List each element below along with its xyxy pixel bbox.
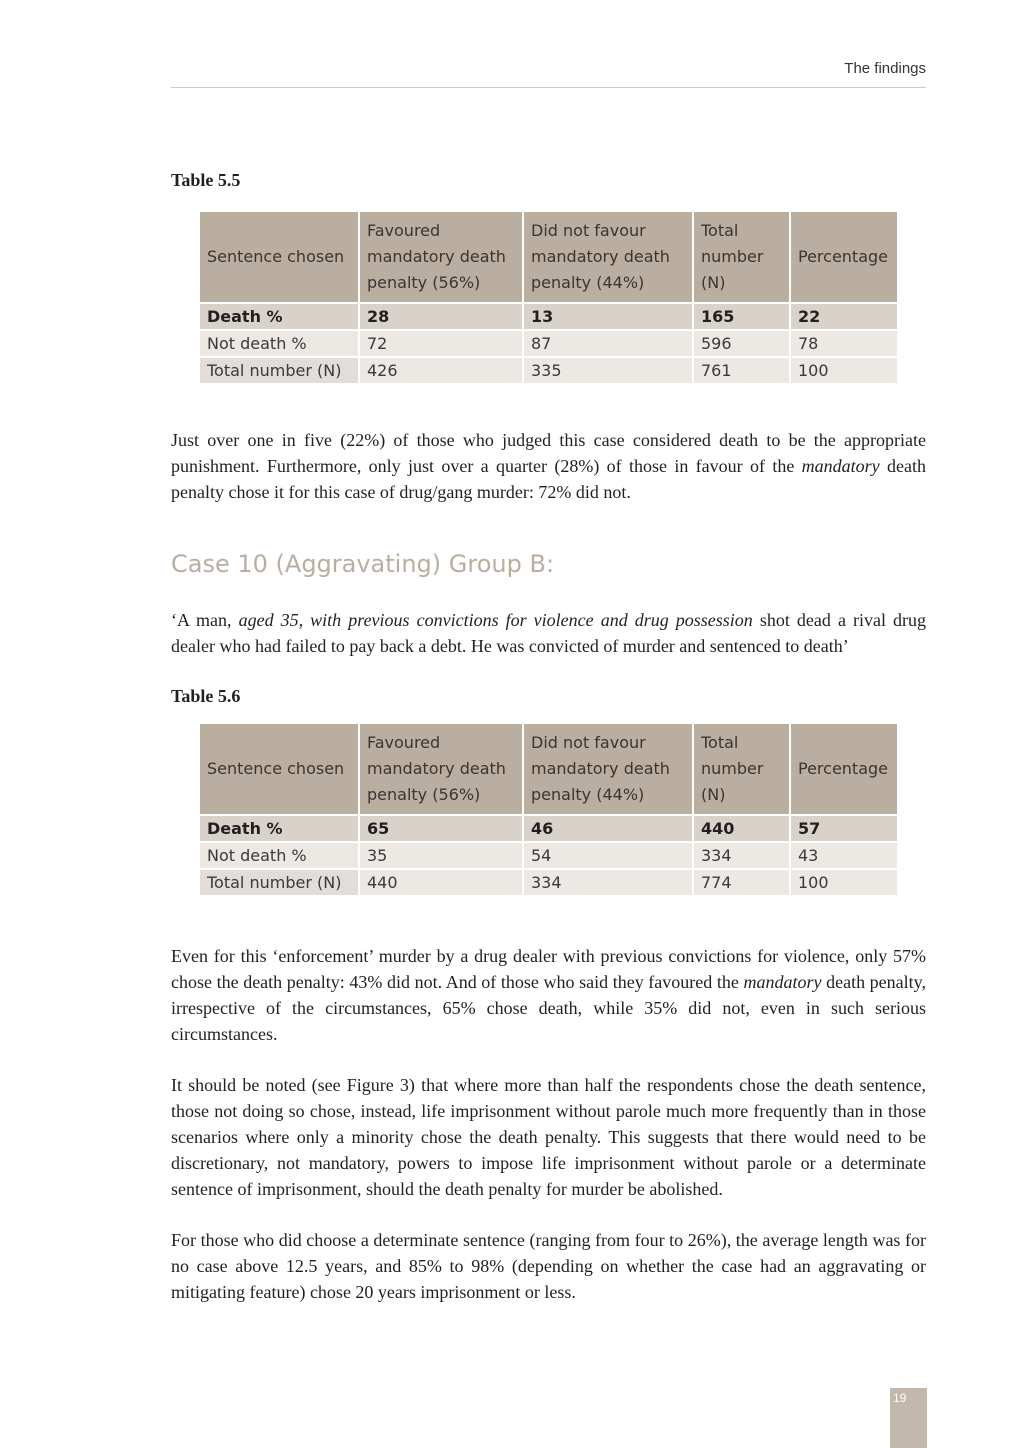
table-5-6-label: Table 5.6 [171, 686, 241, 706]
case-heading: Case 10 (Aggravating) Group B: [171, 550, 555, 578]
column-header: Favoured mandatory death penalty (56%) [359, 212, 523, 303]
table-cell: 165 [693, 303, 790, 330]
column-header: Favoured mandatory death penalty (56%) [359, 724, 523, 815]
column-header: Sentence chosen [200, 724, 359, 815]
table-row [200, 869, 897, 895]
table-cell: 334 [523, 869, 693, 895]
table-row [200, 357, 897, 383]
column-header: Percentage [790, 724, 897, 815]
table-cell: 87 [523, 330, 693, 357]
table-cell: 13 [523, 303, 693, 330]
table-cell: 54 [523, 842, 693, 869]
table-cell: 335 [523, 357, 693, 383]
quote-text: ‘A man, [171, 610, 239, 630]
paragraph-findings-5-6 [171, 943, 926, 1047]
table-cell: 22 [790, 303, 897, 330]
table-cell: 72 [359, 330, 523, 357]
table-row [200, 330, 897, 357]
column-header: Percentage [790, 212, 897, 303]
table-row [200, 815, 897, 842]
table-header-row [200, 724, 897, 815]
paragraph-text: Just over one in five (22%) of those who judged this case considered death to be the appropriate punishment. Furthermore, only just over a quarter (28%) of those in favour of the [171, 430, 926, 476]
page-number: 19 [893, 1391, 907, 1405]
table-5-5 [200, 212, 897, 383]
table-cell: Not death % [200, 842, 359, 869]
table-cell: 596 [693, 330, 790, 357]
table-5-5-label: Table 5.5 [171, 170, 241, 190]
paragraph-findings-5-5 [171, 427, 926, 505]
case-scenario-quote [171, 607, 926, 659]
paragraph-text: Even for this ‘enforcement’ murder by a drug dealer with previous convictions for violence, only 57% chose the death penalty: 43% did not. And of those who said they favoured the [171, 946, 926, 992]
table-cell: 65 [359, 815, 523, 842]
emphasis-text: mandatory [801, 456, 880, 476]
table-5-6 [200, 724, 897, 895]
running-head: The findings [844, 60, 926, 77]
column-header: Did not favour mandatory death penalty (44%) [523, 724, 693, 815]
table-cell: 46 [523, 815, 693, 842]
table-cell: 100 [790, 357, 897, 383]
table-cell: 28 [359, 303, 523, 330]
column-header: Did not favour mandatory death penalty (44%) [523, 212, 693, 303]
table-cell: Total number (N) [200, 869, 359, 895]
table-cell: 57 [790, 815, 897, 842]
paragraph-determinate-sentence: For those who did choose a determinate sentence (ranging from four to 26%), the average length was for no case above 12.5 years, and 85% to 98% (depending on whether the case had an aggravating or mitigating feature) chose 20 years imprisonment or less. [171, 1230, 926, 1302]
table-cell: 43 [790, 842, 897, 869]
table-cell: 35 [359, 842, 523, 869]
table-cell: 100 [790, 869, 897, 895]
table-header-row [200, 212, 897, 303]
emphasis-text: aged 35, with previous convictions for violence and drug possession [238, 610, 753, 630]
table-cell: Total number (N) [200, 357, 359, 383]
quote-text: shot dead a rival drug dealer who had failed to pay back a debt. He was convicted of murder and sentenced to death’ [171, 610, 927, 656]
paragraph-text: death penalty chose it for this case of drug/gang murder: 72% did not. [171, 456, 926, 502]
table-cell: Death % [200, 303, 359, 330]
column-header: Total number (N) [693, 724, 790, 815]
table-cell: 761 [693, 357, 790, 383]
table-cell: 440 [359, 869, 523, 895]
table-cell: 426 [359, 357, 523, 383]
column-header: Total number (N) [693, 212, 790, 303]
table-cell: 440 [693, 815, 790, 842]
table-cell: 78 [790, 330, 897, 357]
table-cell: 774 [693, 869, 790, 895]
column-header: Sentence chosen [200, 212, 359, 303]
table-cell: 334 [693, 842, 790, 869]
header-rule [171, 87, 926, 88]
table-cell: Not death % [200, 330, 359, 357]
table-row [200, 303, 897, 330]
paragraph-text: death penalty, irrespective of the circumstances, 65% chose death, while 35% did not, even in such serious circumstances. [171, 972, 926, 1044]
table-row [200, 842, 897, 869]
table-cell: Death % [200, 815, 359, 842]
emphasis-text: mandatory [743, 972, 822, 992]
paragraph-figure-3-note: It should be noted (see Figure 3) that where more than half the respondents chose the death sentence, those not doing so chose, instead, life imprisonment without parole much more frequently than in those scenarios where only a minority chose the death penalty. This suggests that there would need to be discretionary, not mandatory, powers to impose life imprisonment without parole or a determinate sentence of imprisonment, should the death penalty for murder be abolished. [171, 1075, 926, 1199]
